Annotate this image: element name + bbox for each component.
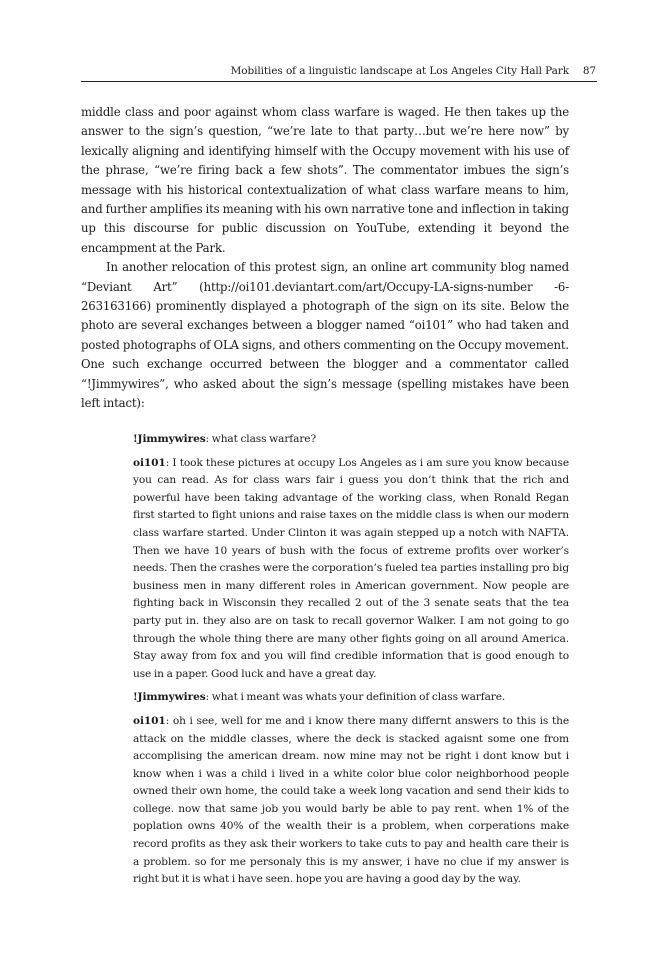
- comment-text: : what class warfare?: [205, 433, 317, 445]
- exchange-entry: [133, 431, 569, 449]
- speaker-name: oi101: [133, 714, 166, 727]
- speaker-name: !Jimmywires: [133, 433, 206, 445]
- exchange-entry: [133, 689, 569, 707]
- comment-text: : oh i see, well for me and i know there many differnt answers to this is the attack on the middle classes, where the deck is stacked agaisnt some one from accomplising the american dream. now mine may not be right i dont know but i know when i was a child i lived in a white color blue color neighborhood people owned their own home, the could take a week long vacation and send their kids to college. now that same job you would barly be able to pay rent. when 1% of the poplation owns 40% of the wealth their is a problem, when corperations make record profits as they ask their workers to take cuts to pay and health care their is a problem. so for me personaly this is my answer, i have no clue if my answer is right but it is what i have seen. hope you are having a good day by the way.: [133, 714, 569, 886]
- comment-text: : I took these pictures at occupy Los Angeles as i am sure you know because you can read. As for class wars fair i guess you don’t think that the rich and powerful have been taking advantage of the working class, when Ronald Regan first started to fight unions and raise taxes on the middle class is when our modern class warfare started. Under Clinton it was again stepped up a notch with NAFTA. Then we have 10 years of bush with the focus of extreme profits over worker’s needs. Then the crashes were the corporation’s fueled tea parties installing pro big business men in many different roles in American government. Now people are fighting back in Wisconsin they recalled 2 out of the 3 senate seats that the tea party put in. they also are on task to recall governor Walker. I am not going to go through the whole thing there are many other fights going on all around America. Stay away from fox and you will find credible information that is good enough to use in a paper. Good luck and have a great day.: [133, 456, 569, 680]
- paragraph: In another relocation of this protest sign, an online art community blog named “Deviant Art” (http://oi101.deviantart.com/art/Occupy-LA-signs-number -6-263163166) prominently displayed a photograph of the sign on its site. Below the photo are several exchanges between a blogger named “oi101” who had taken and posted photographs of OLA signs, and others commenting on the Occupy movement. One such exchange occurred between the blogger and a commentator called “!Jimmywires”, who asked about the sign’s message (spelling mistakes have been left intact):: [81, 260, 569, 411]
- comment-text: : what i meant was whats your definition of class warfare.: [205, 691, 506, 704]
- page-number: 87: [582, 65, 596, 77]
- speaker-name: oi101: [133, 456, 166, 469]
- speaker-name: !Jimmywires: [133, 691, 206, 704]
- exchange-entry: [133, 455, 569, 684]
- block-quote-exchange: [133, 431, 569, 895]
- running-title: Mobilities of a linguistic landscape at Los Angeles City Hall Park: [230, 65, 569, 77]
- exchange-entry: [133, 713, 569, 889]
- body-text: [81, 103, 569, 414]
- paragraph: middle class and poor against whom class warfare is waged. He then takes up the answer to the sign’s question, “we’re late to that party…but we’re here now” by lexically aligning and identifying himself with the Occupy movement with his use of the phrase, “we’re firing back a few shots”. The commentator imbues the sign’s message with his historical contextualization of what class warfare means to him, and further amplifies its meaning with his own narrative tone and inflection in taking up this discourse for public discussion on YouTube, extending it beyond the encampment at the Park.: [81, 105, 569, 255]
- running-header: [81, 63, 597, 82]
